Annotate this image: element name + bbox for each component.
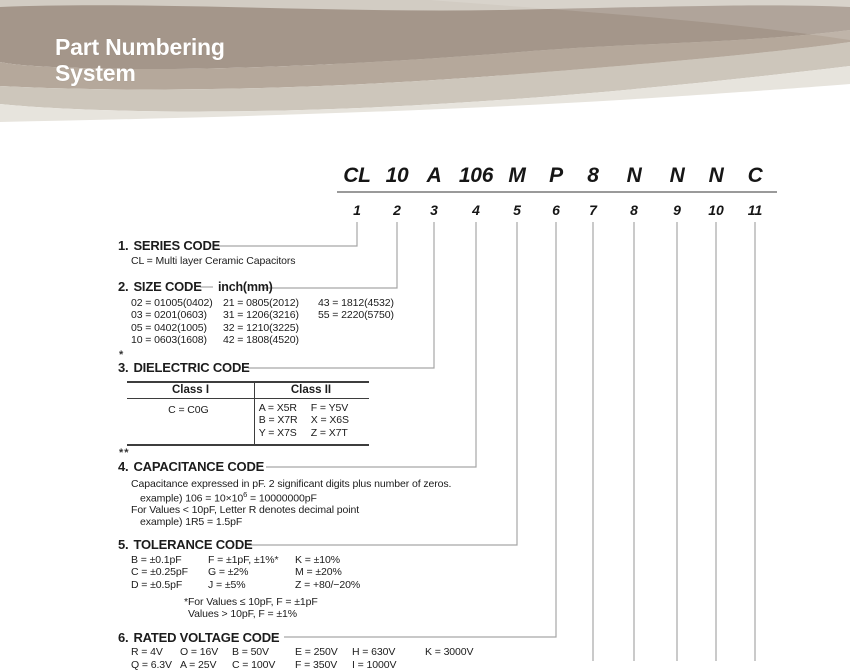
dielectric-table — [127, 381, 369, 446]
position-7: 7 — [589, 202, 597, 218]
capacitance-desc-2: For Values < 10pF, Letter R denotes decimal point — [131, 504, 360, 516]
class1-value: C = C0G — [168, 404, 209, 416]
class2-header: Class II — [290, 384, 332, 396]
capacitance-desc-1: Capacitance expressed in pF. 2 significant digits plus number of zeros. — [131, 478, 452, 490]
section-series-title: SERIES CODE — [133, 238, 221, 253]
part-code-5: M — [508, 164, 526, 187]
size-column-2 — [223, 297, 318, 346]
class2-row: Y = X7S Z = X7T — [258, 426, 348, 439]
position-2: 2 — [393, 202, 401, 218]
position-9: 9 — [673, 202, 681, 218]
tolerance-footnote-2: Values > 10pF, F = ±1% — [188, 608, 298, 620]
tolerance-row: B = ±0.1pF F = ±1pF, ±1%* K = ±10% — [131, 554, 340, 566]
part-code-3: A — [426, 164, 442, 187]
position-11: 11 — [747, 202, 763, 218]
size-item: 10 = 0603(1608) — [131, 333, 207, 346]
page-title — [55, 34, 225, 86]
capacitance-example-1: example) $106 = 10\times 10^6 = 10000000pF$ — [140, 490, 317, 505]
class2-values — [250, 402, 369, 440]
tolerance-table — [131, 554, 360, 591]
part-code-2: 10 — [385, 164, 409, 187]
tolerance-footnote-1: *For Values ≤ 10pF, F = ±1pF — [184, 596, 318, 608]
tolerance-row: C = ±0.25pF G = ±2% M = ±20% — [131, 566, 342, 579]
size-column-3 — [318, 297, 394, 346]
section-capacitance-title: CAPACITANCE CODE — [133, 459, 265, 474]
position-6: 6 — [552, 202, 560, 218]
section-size-heading — [118, 279, 202, 294]
section-size-title: SIZE CODE — [133, 279, 202, 294]
part-code-9: N — [669, 164, 685, 187]
position-3: 3 — [430, 202, 438, 218]
part-code-8: N — [626, 164, 642, 187]
part-code-4: 106 — [458, 164, 494, 187]
dielectric-footnote-mark: * — [119, 349, 125, 361]
size-item: 03 = 0201(0603) — [131, 309, 207, 322]
page-title-line1: Part Numbering — [55, 34, 225, 60]
size-item: 55 = 2220(5750) — [318, 309, 394, 322]
size-item: 32 = 1210(3225) — [223, 321, 299, 334]
section-dielectric-heading — [118, 360, 250, 375]
section-size-number: 2. — [118, 279, 129, 294]
section-tolerance-title: TOLERANCE CODE — [133, 537, 253, 552]
size-item: 02 = 01005(0402) — [131, 297, 213, 309]
position-4: 4 — [472, 202, 480, 218]
part-code-6: P — [549, 164, 563, 187]
dielectric-table-header — [127, 383, 369, 399]
position-5: 5 — [513, 202, 521, 218]
part-code-1: CL — [343, 164, 371, 187]
dielectric-table-divider — [254, 383, 255, 444]
size-item: 21 = 0805(2012) — [223, 297, 299, 309]
dielectric-table-body — [127, 399, 369, 444]
section-voltage-title: RATED VOLTAGE CODE — [133, 630, 280, 645]
class2-row: A = X5R F = Y5V — [258, 402, 349, 414]
part-code-7: 8 — [587, 164, 599, 187]
size-code-table — [131, 297, 394, 346]
voltage-row-2: Q = 6.3V A = 25V C = 100V F = 350V I = 1000V — [131, 659, 397, 671]
voltage-row-1: R = 4V O = 16V B = 50V E = 250V H = 630V K = 3000V — [131, 646, 474, 658]
part-code-10: N — [708, 164, 724, 187]
size-item: 42 = 1808(4520) — [223, 333, 299, 346]
section-capacitance-heading — [118, 459, 264, 474]
page-title-line2: System — [55, 60, 136, 86]
section-capacitance-number: 4. — [118, 459, 129, 474]
section-voltage-heading — [118, 630, 279, 645]
part-code-11: C — [747, 164, 763, 187]
position-8: 8 — [630, 202, 638, 218]
section-dielectric-number: 3. — [118, 360, 129, 375]
series-note: CL = Multi layer Ceramic Capacitors — [131, 255, 296, 267]
position-10: 10 — [708, 202, 724, 218]
section-series-heading — [118, 238, 220, 253]
size-item: 05 = 0402(1005) — [131, 321, 207, 334]
size-item: 31 = 1206(3216) — [223, 309, 299, 322]
size-item: 43 = 1812(4532) — [318, 297, 394, 309]
class1-header: Class I — [171, 384, 210, 396]
capacitance-example-2: example) 1R5 = 1.5pF — [140, 516, 243, 528]
position-1: 1 — [353, 202, 361, 218]
size-unit-label: inch(mm) — [218, 280, 273, 294]
class2-row: B = X7R X = X6S — [258, 414, 349, 427]
section-series-number: 1. — [118, 238, 129, 253]
section-voltage-number: 6. — [118, 630, 129, 645]
tolerance-row: D = ±0.5pF J = ±5% Z = +80/−20% — [131, 578, 361, 591]
capacitance-footnote-mark: ** — [119, 447, 130, 459]
section-dielectric-title: DIELECTRIC CODE — [133, 360, 250, 375]
size-column-1 — [131, 297, 223, 346]
part-number-underline — [337, 191, 777, 193]
section-tolerance-heading — [118, 537, 252, 552]
section-tolerance-number: 5. — [118, 537, 129, 552]
